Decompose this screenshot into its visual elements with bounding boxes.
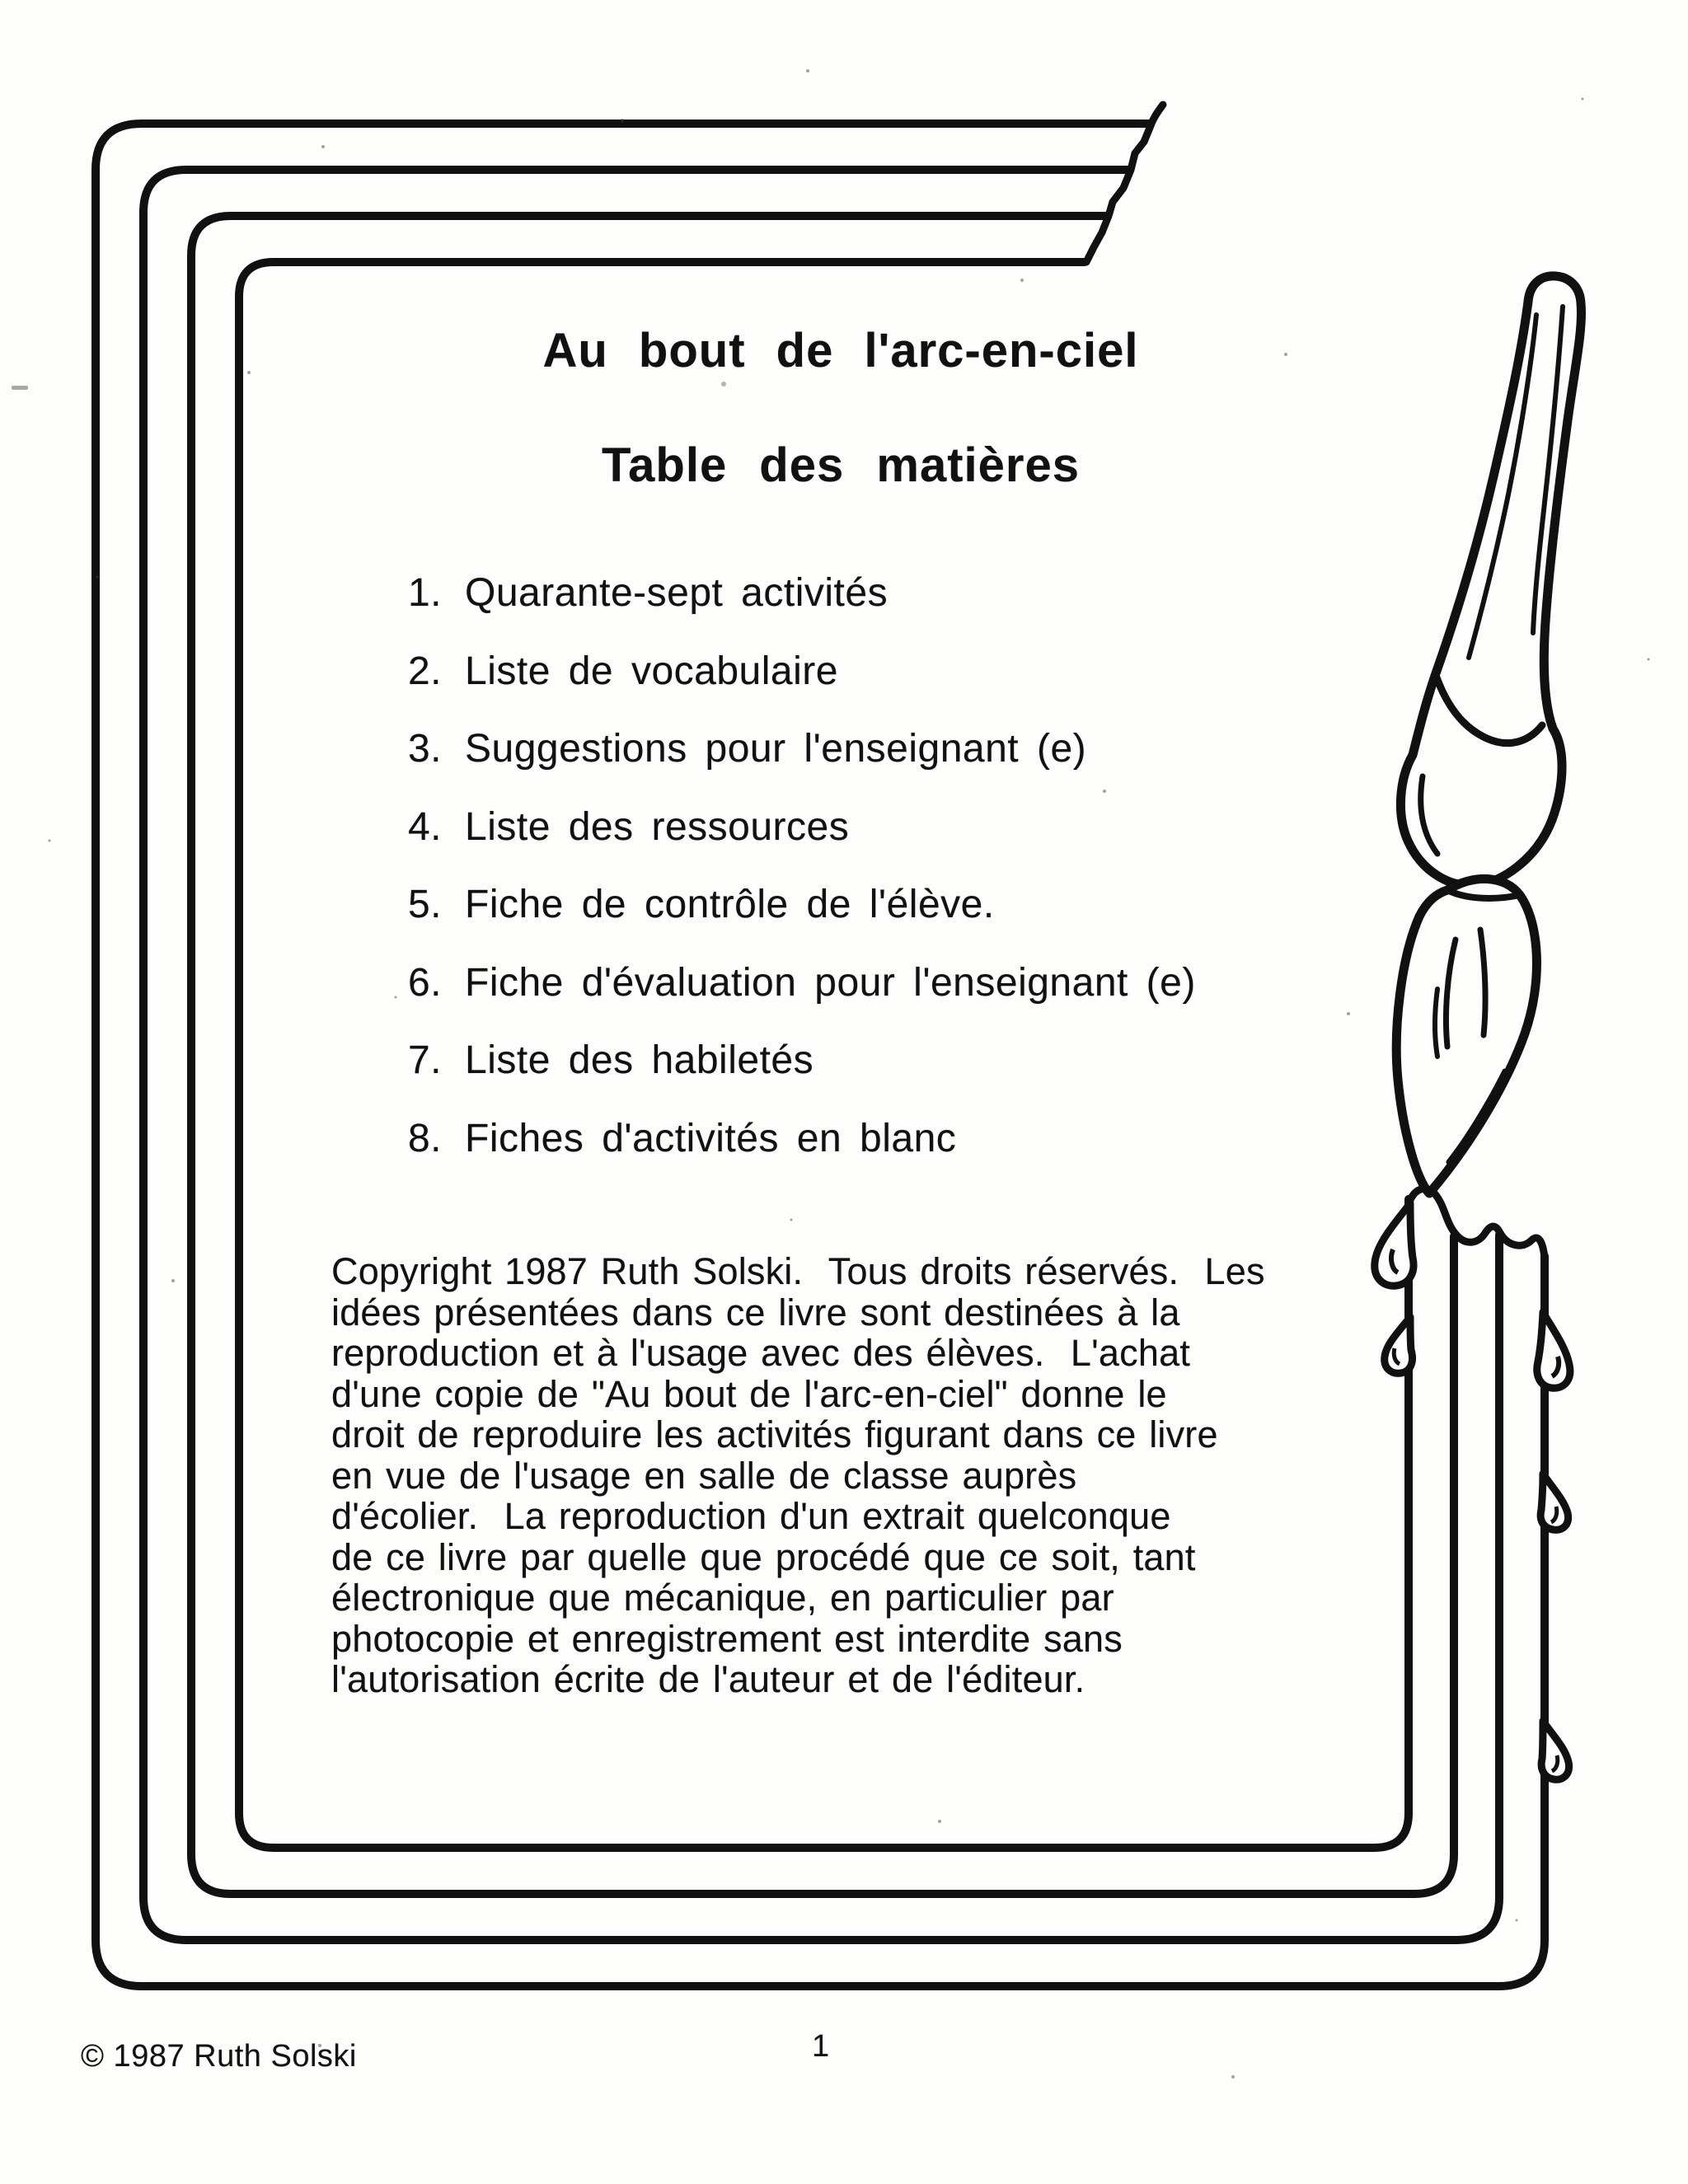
copyright-line: Copyright 1987 Ruth Solski. Tous droits réservés. Les <box>331 1250 1265 1292</box>
toc-item-number: 8. <box>407 1116 442 1160</box>
paint-drip-icon <box>1375 1203 1414 1286</box>
toc-list <box>394 572 1342 1195</box>
title-block <box>247 323 1434 493</box>
toc-item-label: Fiche de contrôle de l'élève. <box>465 883 995 926</box>
copyright-line: électronique que mécanique, en particulier par <box>331 1577 1114 1619</box>
toc-item <box>394 650 1342 729</box>
copyright-line: en vue de l'usage en salle de classe auprès <box>331 1454 1077 1497</box>
toc-item-number: 7. <box>407 1038 442 1082</box>
toc-item-label: Quarante-sept activités <box>465 571 889 615</box>
copyright-line: idées présentées dans ce livre sont destinées à la <box>331 1291 1180 1333</box>
copyright-line: l'autorisation écrite de l'auteur et de l'éditeur. <box>331 1658 1085 1700</box>
toc-item-label: Liste de vocabulaire <box>465 649 838 693</box>
toc-item-label: Fiche d'évaluation pour l'enseignant (e) <box>465 960 1196 1005</box>
wet-paint-edge <box>1409 1188 1545 1258</box>
page-title: Au bout de l'arc-en-ciel <box>542 324 1139 377</box>
toc-item-number: 3. <box>407 727 442 771</box>
toc-item-number: 5. <box>407 883 442 926</box>
toc-item-label: Liste des habiletés <box>465 1038 814 1082</box>
toc-item <box>394 962 1342 1040</box>
toc-item <box>394 1039 1342 1118</box>
toc-item-number: 4. <box>407 804 442 849</box>
page-subtitle: Table des matières <box>602 438 1080 492</box>
copyright-line: de ce livre par quelle que procédé que ce soit, tant <box>331 1535 1196 1578</box>
toc-item-label: Liste des ressources <box>465 804 850 849</box>
toc-item <box>394 728 1342 806</box>
torn-border-edge <box>1086 105 1163 262</box>
toc-item-label: Fiches d'activités en blanc <box>465 1116 957 1160</box>
toc-item <box>394 806 1342 884</box>
toc-item <box>394 883 1342 962</box>
copyright-line: droit de reproduire les activités figurant dans ce livre <box>331 1413 1218 1455</box>
copyright-line: reproduction et à l'usage avec des élèves. L'achat <box>331 1332 1191 1374</box>
page-number: 1 <box>812 2029 830 2064</box>
toc-item-number: 1. <box>407 571 442 615</box>
toc-item-number: 2. <box>407 649 442 693</box>
toc-item <box>394 1118 1342 1196</box>
toc-item <box>394 572 1342 650</box>
toc-item-number: 6. <box>407 960 442 1005</box>
brush-bristles <box>1396 879 1536 1193</box>
copyright-notice <box>331 1251 1362 1700</box>
toc-item-label: Suggestions pour l'enseignant (e) <box>465 727 1087 771</box>
copyright-line: d'écolier. La reproduction d'un extrait quelconque <box>331 1495 1171 1537</box>
copyright-line: d'une copie de "Au bout de l'arc-en-ciel" donne le <box>331 1372 1167 1415</box>
copyright-line: photocopie et enregistrement est interdite sans <box>331 1617 1123 1660</box>
footer-copyright: © 1987 Ruth Solski <box>81 2039 357 2074</box>
